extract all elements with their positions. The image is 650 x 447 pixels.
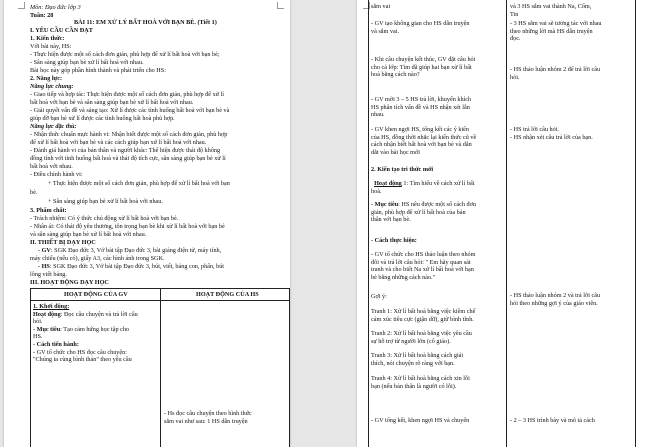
paragraph-line: bất hoà với bạn bè và sẵn sàng giúp bạn bè xử lí bất hoà với nhau. xyxy=(30,99,194,106)
paragraph-line: - Giao tiếp và hợp tác: Thực hiện được một số cách đơn giản, phù hợp để xử lí xyxy=(30,91,225,98)
table-line: đọc. xyxy=(510,35,521,43)
table-line: và 3 HS sắm vai thành Na, Cốm, xyxy=(510,3,592,10)
paragraph-line: - Điều chỉnh hành vi: xyxy=(30,171,83,178)
table-line: Hoạt động 1: Tìm hiểu về cách xử lí bất xyxy=(374,180,475,187)
paragraph-line: - Giải quyết vấn đề và sáng tạo: Xử lí được các tình huống bất hoà với bạn bè và xyxy=(30,107,230,114)
table-line: hỏi. xyxy=(510,73,520,81)
table-line: Tranh 1: Xử lí bất hoà bằng việc kiềm chế xyxy=(371,308,476,315)
table-line: - Khi câu chuyện kết thúc, GV đặt câu hỏi xyxy=(371,56,476,63)
paragraph-line: lông viết bảng. xyxy=(30,271,67,278)
table-line: Tranh 4: Xử lí bất hoà bằng cách xin lỗi xyxy=(371,375,470,382)
table-cell-gv xyxy=(371,237,417,245)
table-cell-gv xyxy=(371,330,472,345)
table-cell-gv xyxy=(371,20,470,35)
paragraph-line: bất hoà với nhau. xyxy=(30,163,73,170)
table-line: - GV tổ chức cho HS đọc câu chuyện: xyxy=(33,348,127,356)
table-divider xyxy=(30,300,289,301)
table-line: - GV tổng kết, khen ngợi HS và chuyển xyxy=(371,417,470,424)
table-line: bè bằng những cách nào." xyxy=(371,273,436,281)
table-line: sắm vai xyxy=(371,3,391,10)
subsection-heading: Năng lực chung: xyxy=(30,83,74,90)
document-page-left xyxy=(4,0,290,447)
column-header-hs: HOẠT ĐỘNG CỦA HS xyxy=(196,291,259,298)
table-cell-gv xyxy=(371,56,475,79)
table-line: HS phân tích vấn đề và HS nhận xét lẫn xyxy=(371,103,470,111)
table-cell-gv xyxy=(33,303,138,364)
table-line: giản, phù hợp để xử lí bất hoà của bản xyxy=(371,208,466,216)
table-line: bạn (nếu bản thân là người có lỗi). xyxy=(371,382,457,390)
table-line: - 2 – 3 HS trình bày và mô tả cách xyxy=(510,417,595,424)
table-cell-gv xyxy=(371,293,387,301)
subsection-heading: Năng lực đặc thù: xyxy=(30,123,77,130)
table-line: hoà bằng cách nào? xyxy=(371,71,420,79)
table-line: sắm vai như sau: 1 HS dẫn truyện xyxy=(164,417,248,425)
table-line: "Chúng ta cùng bình thản" theo yêu cầu xyxy=(33,356,132,364)
table-cell-gv xyxy=(371,180,474,195)
table-cell-hs xyxy=(510,417,595,425)
table-line: tranh và cho biết Na xử lí bất hoà với bạn xyxy=(371,266,474,274)
paragraph-line: - Sẵn sàng giúp bạn bè xử lí bất hoà với nhau. xyxy=(30,59,144,66)
table-line: Hoạt động: Đọc câu chuyện và trả lời câu xyxy=(33,310,138,318)
table-line: - Cách thực hiện: xyxy=(371,237,417,244)
table-line: - GV mời 3 – 5 HS trả lời, khuyến khích xyxy=(371,96,472,103)
table-line: - Mục tiêu: HS nêu được một số cách đơn xyxy=(371,201,476,208)
table-line: theo những lời mà HS dẫn truyện xyxy=(510,27,593,35)
table-line: cảm xúc tiêu cực (giận dữ), giữ bình tĩnh. xyxy=(371,315,474,323)
subsection-heading: 2. Năng lực: xyxy=(30,75,63,82)
table-line: nhau. xyxy=(371,111,385,119)
table-line: hỏi. xyxy=(33,318,43,326)
paragraph-line: để xử lí bất hoà với bạn bè và các cách giúp bạn xử lí bất hoà với nhau. xyxy=(30,139,207,146)
paragraph-line: và sẵn sàng giúp bạn bè xử lí bất hoà với nhau. xyxy=(30,231,147,238)
table-cell-hs xyxy=(510,66,600,81)
table-divider xyxy=(160,288,161,447)
paragraph-line: - GV: SGK Đạo đức 3, Vở bài tập Đạo đức 3, bài giảng điện tử, máy tính, xyxy=(38,247,222,254)
table-line: đôi và trả lời câu hỏi: " Em hãy quan sát xyxy=(371,258,471,266)
paragraph-line: Bài học này góp phần hình thành và phát triển cho HS: xyxy=(30,67,166,74)
paragraph-line: - Thực hiện được một số cách đơn giản, phù hợp để xử lí bất hoà với bạn bè; xyxy=(30,51,220,58)
paragraph-line: - Nhân ái: Có thái độ yêu thương, tôn trọng bạn bè khi xử lí bất hoà với bạn bè xyxy=(30,223,225,230)
table-cell-hs xyxy=(510,126,593,141)
table-line: - Cách tiến hành: xyxy=(33,340,79,348)
table-line: - HS thảo luận nhóm 2 để trả lời câu xyxy=(510,66,601,73)
subsection-heading: 1. Kiến thức: xyxy=(30,35,65,42)
table-line: Tranh 3: Xử lí bất hoà bằng cách giải xyxy=(371,352,464,359)
paragraph-line: - Đánh giá hành vi của bản thân và người khác: Thể hiện được thái độ không xyxy=(30,147,221,154)
table-line: thích, nói chuyện rõ ràng với bạn. xyxy=(371,359,455,367)
table-cell-gv xyxy=(371,308,475,323)
table-cell-gv xyxy=(371,166,433,174)
table-line: 1. Khởi động: xyxy=(33,303,70,310)
table-line: - HS nhận xét câu trả lời của bạn. xyxy=(510,133,593,141)
table-line: - Mục tiêu: Tạo cảm hứng học tập cho xyxy=(33,325,130,333)
table-line: HS. xyxy=(33,333,43,341)
table-cell-gv xyxy=(371,3,390,11)
table-cell-gv xyxy=(371,251,475,281)
table-line: 2. Kiến tạo tri thức mới xyxy=(371,166,434,173)
document-page-right xyxy=(357,0,650,447)
table-cell-gv xyxy=(371,126,476,156)
subject-header: Môn: Đạo đức lớp 3 xyxy=(30,4,81,11)
crop-mark xyxy=(277,2,284,9)
paragraph-line: - Nhận thức chuẩn mực hành vi: Nhận biết được một số cách đơn giản, phù hợp xyxy=(30,131,228,138)
section-heading: III. HOẠT ĐỘNG DẠY HỌC xyxy=(30,279,109,286)
table-cell-hs xyxy=(510,3,591,18)
table-line: và sắm vai. xyxy=(371,27,400,35)
table-line: thân với bạn bè. xyxy=(371,216,411,224)
table-cell-gv xyxy=(371,96,471,119)
subsection-heading: 3. Phẩm chất: xyxy=(30,207,67,214)
table-cell-hs xyxy=(164,410,252,425)
table-cell-hs xyxy=(510,292,600,307)
paragraph-line: + Thực hiện được một số cách đơn giản, phù hợp để xử lí bất hoà với bạn xyxy=(48,180,230,187)
table-cell-gv xyxy=(371,417,469,425)
crop-mark xyxy=(18,2,25,9)
paragraph-line: bè. xyxy=(30,189,38,196)
table-cell-gv xyxy=(371,375,470,390)
table-line: Tin xyxy=(510,10,519,18)
table-line: - GV tổ chức cho HS thảo luận theo nhóm xyxy=(371,251,476,258)
table-line: dắt vào bài học mới xyxy=(371,148,420,156)
paragraph-line: đồng tình với tình huống bất hoà và thái độ tích cực, sẵn sàng giúp bạn bè xử lí xyxy=(30,155,226,162)
table-line: cho cả lớp: Tìm đã giúp hai bạn xử lí bất xyxy=(371,63,472,71)
table-line: - GV khen ngợi HS, tổng kết các ý kiến xyxy=(371,126,470,133)
table-line: cách nhận biết bất hoà với bạn bè và dẫn xyxy=(371,141,472,149)
table-line: hoà. xyxy=(371,187,382,195)
paragraph-line: Với bài này, HS: xyxy=(30,43,72,50)
table-line: - HS trả lời câu hỏi. xyxy=(510,126,559,133)
lesson-title: BÀI 11: EM XỬ LÝ BẤT HOÀ VỚI BẠN BÈ. (Tiết 1) xyxy=(74,19,217,26)
table-divider xyxy=(506,0,507,447)
table-cell-gv xyxy=(371,201,476,224)
table-line: - HS thảo luận nhóm 2 và trả lời câu xyxy=(510,292,601,299)
paragraph-line: + Sẵn sàng giúp bạn bè xử lí bất hoà với nhau. xyxy=(48,198,163,205)
paragraph-line: - HS: SGK Đạo đức 3, Vở bài tập Đạo đức 3, bút, viết, bảng con, phấn, bút xyxy=(38,263,225,270)
table-line: - Hs đọc câu chuyện theo hình thức xyxy=(164,410,252,417)
table-line: của HS, đồng thời nhắc lại kiến thức cũ về xyxy=(371,133,477,141)
section-heading: II. THIẾT BỊ DẠY HỌC xyxy=(30,239,96,246)
table-line: hỏi theo những gợi ý của giáo viên. xyxy=(510,299,598,307)
table-cell-hs xyxy=(510,20,602,43)
table-line: - 3 HS sắm vai sẽ tương tác với nhau xyxy=(510,20,602,27)
table-cell-gv xyxy=(371,352,463,367)
column-header-gv: HOẠT ĐỘNG CỦA GV xyxy=(64,291,128,298)
paragraph-line: - Trách nhiệm: Có ý thức chủ động xử lí bất hoà với bạn bè. xyxy=(30,215,179,222)
table-line: - GV tạo không gian cho HS dẫn truyện xyxy=(371,20,470,27)
table-line: sự hỗ trợ từ người lớn (cô giáo). xyxy=(371,337,451,345)
section-heading: I. YÊU CẦU CẦN ĐẠT xyxy=(30,27,93,34)
paragraph-line: giúp đỡ bạn bè xử lí được các tình huống bất hoà phù hợp. xyxy=(30,115,175,122)
paragraph-line: máy chiếu (nếu có), giấy A3, các hình ảnh trong SGK. xyxy=(30,255,165,262)
table-line: Gợi ý: xyxy=(371,293,387,300)
table-line: Tranh 2: Xử lí bất hoà bằng việc yêu cầu xyxy=(371,330,472,337)
week-label: Tuần: 28 xyxy=(30,12,54,19)
